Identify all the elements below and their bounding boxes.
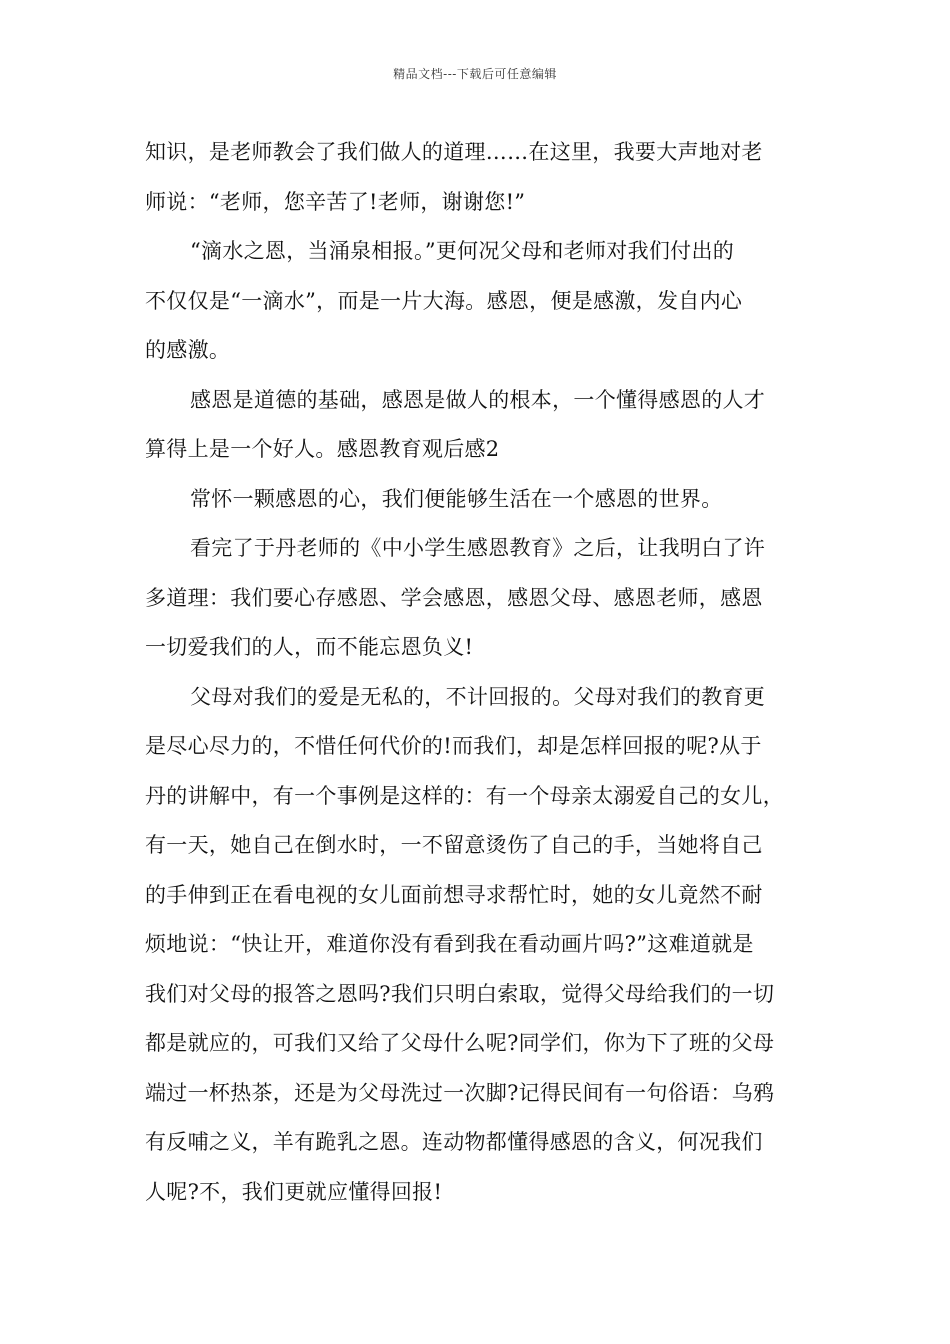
text-line: 是尽心尽力的，不惜任何代价的!而我们，却是怎样回报的呢?从于 bbox=[145, 734, 762, 758]
page-header: 精品文档---下载后可任意编辑 bbox=[393, 67, 557, 81]
text-line: 多道理：我们要心存感恩、学会感恩，感恩父母、感恩老师，感恩 bbox=[145, 585, 763, 610]
text-line: 都是就应的，可我们又给了父母什么呢?同学们，你为下了班的父母 bbox=[145, 1031, 775, 1055]
text-line: 人呢?不，我们更就应懂得回报! bbox=[145, 1179, 443, 1204]
text-line: 常怀一颗感恩的心，我们便能够生活在一个感恩的世界。 bbox=[190, 486, 723, 511]
text-line: 我们对父母的报答之恩吗?我们只明白索取，觉得父母给我们的一切 bbox=[145, 981, 775, 1006]
text-line: 烦地说：“快让开，难道你没有看到我在看动画片吗?”这难道就是 bbox=[145, 932, 754, 956]
text-line: 算得上是一个好人。感恩教育观后感2 bbox=[145, 437, 500, 461]
text-line: 感恩是道德的基础，感恩是做人的根本，一个懂得感恩的人才 bbox=[190, 387, 766, 412]
text-line: 的感激。 bbox=[145, 338, 231, 362]
text-line: 不仅仅是“一滴水”，而是一片大海。感恩，便是感激，发自内心 bbox=[145, 288, 743, 313]
text-line: 有反哺之义，羊有跪乳之恩。连动物都懂得感恩的含义，何况我们 bbox=[145, 1130, 763, 1154]
text-line: 有一天，她自己在倒水时，一不留意烫伤了自己的手，当她将自己 bbox=[145, 833, 763, 857]
document-body bbox=[145, 128, 810, 1217]
text-line: 知识，是老师教会了我们做人的道理……在这里，我要大声地对老 bbox=[145, 140, 763, 164]
text-line: 师说：“老师，您辛苦了!老师，谢谢您!” bbox=[145, 189, 526, 214]
text-line: 一切爱我们的人，而不能忘恩负义! bbox=[145, 635, 474, 659]
text-line: 父母对我们的爱是无私的，不计回报的。父母对我们的教育更 bbox=[190, 684, 766, 709]
text-line: 丹的讲解中，有一个事例是这样的：有一个母亲太溺爱自己的女儿， bbox=[145, 783, 784, 808]
text-line: 的手伸到正在看电视的女儿面前想寻求帮忙时，她的女儿竟然不耐 bbox=[145, 882, 763, 907]
text-line: 看完了于丹老师的《中小学生感恩教育》之后，让我明白了许 bbox=[190, 536, 766, 560]
text-line: 端过一杯热茶，还是为父母洗过一次脚?记得民间有一句俗语：乌鸦 bbox=[145, 1080, 775, 1105]
text-line: “滴水之恩，当涌泉相报。”更何况父母和老师对我们付出的 bbox=[190, 239, 735, 263]
